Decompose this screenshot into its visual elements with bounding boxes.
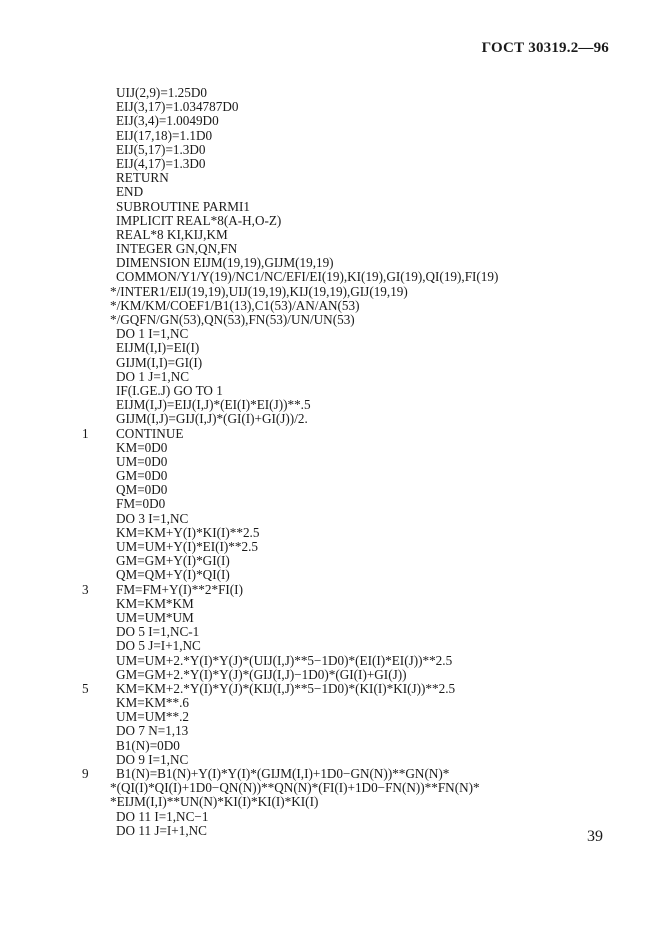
code-line (82, 455, 642, 469)
code-line (82, 370, 642, 384)
code-line (82, 200, 642, 214)
code-text: EIJ(3,17)=1.034787D0 (116, 99, 239, 115)
code-line (82, 100, 642, 114)
code-text: SUBROUTINE PARMI1 (116, 198, 250, 214)
code-text: KM=KM*KM (116, 595, 194, 611)
code-line (82, 497, 642, 511)
code-text: UM=0D0 (116, 453, 168, 469)
code-text: END (116, 184, 144, 200)
code-text: FM=0D0 (116, 496, 166, 512)
code-text: IMPLICIT REAL*8(A-H,O-Z) (116, 212, 282, 228)
code-line (82, 171, 642, 185)
code-line (82, 639, 642, 653)
code-text: DO 11 I=1,NC−1 (116, 808, 209, 824)
statement-label: 5 (82, 680, 89, 696)
code-text: GIJM(I,J)=GIJ(I,J)*(GI(I)+GI(J))/2. (116, 411, 308, 427)
code-text: *(QI(I)*QI(I)+1D0−QN(N))**QN(N)*(FI(I)+1D0−FN(N))**FN(N)* (110, 780, 480, 796)
code-line (82, 668, 642, 682)
code-line (82, 625, 642, 639)
code-line (82, 554, 642, 568)
code-line (82, 242, 642, 256)
code-line (82, 696, 642, 710)
code-line (82, 469, 642, 483)
code-text: RETURN (116, 170, 169, 186)
code-text: EIJ(17,18)=1.1D0 (116, 127, 213, 143)
code-text: KM=KM**.6 (116, 695, 190, 711)
code-line (82, 583, 642, 597)
code-text: KM=0D0 (116, 439, 168, 455)
code-line (82, 810, 642, 824)
code-text: */INTER1/EIJ(19,19),UIJ(19,19),KIJ(19,19),GIJ(19,19) (110, 283, 408, 299)
code-text: EIJ(3,4)=1.0049D0 (116, 113, 219, 129)
code-line (82, 824, 642, 838)
page-number: 39 (587, 828, 603, 845)
code-line (82, 526, 642, 540)
code-line (82, 611, 642, 625)
code-line (82, 597, 642, 611)
code-line (82, 285, 642, 299)
code-text: CONTINUE (116, 425, 184, 441)
code-text: EIJ(5,17)=1.3D0 (116, 141, 206, 157)
code-line (82, 412, 642, 426)
code-text: UIJ(2,9)=1.25D0 (116, 85, 207, 100)
code-text: UM=UM+Y(I)*EI(I)**2.5 (116, 539, 258, 554)
code-text: EIJM(I,I)=EI(I) (116, 340, 200, 356)
code-text: FM=FM+Y(I)**2*FI(I) (116, 581, 243, 597)
code-text: GM=GM+Y(I)*GI(I) (116, 553, 230, 569)
code-text: */GQFN/GN(53),QN(53),FN(53)/UN/UN(53) (110, 312, 355, 327)
code-line (82, 129, 642, 143)
code-line (82, 441, 642, 455)
code-text: DO 3 I=1,NC (116, 510, 189, 526)
document-header: ГОСТ 30319.2—96 (481, 40, 609, 56)
code-line (82, 270, 642, 284)
code-line (82, 185, 642, 199)
code-line (82, 682, 642, 696)
code-text: B1(N)=B1(N)+Y(I)*Y(I)*(GIJM(I,I)+1D0−GN(N))**GN(N)* (116, 766, 450, 781)
code-text: GM=GM+2.*Y(I)*Y(J)*(GIJ(I,J)−1D0)*(GI(I)+GI(J)) (116, 666, 407, 682)
statement-label: 1 (82, 425, 89, 441)
code-text: GIJM(I,I)=GI(I) (116, 354, 203, 370)
code-line (82, 398, 642, 412)
code-line (82, 299, 642, 313)
code-line (82, 143, 642, 157)
code-text: DO 7 N=1,13 (116, 723, 189, 739)
statement-label: 9 (82, 766, 89, 781)
code-text: KM=KM+2.*Y(I)*Y(J)*(KIJ(I,J)**5−1D0)*(KI(I)*KI(J))**2.5 (116, 680, 456, 696)
code-text: EIJ(4,17)=1.3D0 (116, 155, 206, 171)
code-line (82, 114, 642, 128)
code-text: EIJM(I,J)=EIJ(I,J)*(EI(I)*EI(J))**.5 (116, 397, 311, 413)
code-text: COMMON/Y1/Y(19)/NC1/NC/EFI/EI(19),KI(19),GI(19),QI(19),FI(19) (116, 269, 499, 285)
code-text: DIMENSION EIJM(19,19),GIJM(19,19) (116, 255, 334, 271)
code-line (82, 427, 642, 441)
code-line (82, 86, 642, 100)
code-line (82, 214, 642, 228)
code-text: DO 5 I=1,NC-1 (116, 624, 200, 640)
code-text: GM=0D0 (116, 468, 168, 484)
code-line (82, 483, 642, 497)
code-line (82, 739, 642, 753)
code-line (82, 327, 642, 341)
code-line (82, 710, 642, 724)
code-line (82, 540, 642, 554)
fortran-code-listing (82, 86, 642, 838)
code-text: DO 9 I=1,NC (116, 751, 189, 767)
code-line (82, 512, 642, 526)
code-text: KM=KM+Y(I)*KI(I)**2.5 (116, 524, 260, 540)
code-line (82, 781, 642, 795)
code-line (82, 568, 642, 582)
code-text: DO 1 I=1,NC (116, 326, 189, 342)
code-text: UM=UM*UM (116, 609, 194, 625)
code-text: UM=UM+2.*Y(I)*Y(J)*(UIJ(I,J)**5−1D0)*(EI(I)*EI(J))**2.5 (116, 652, 453, 668)
code-line (82, 313, 642, 327)
code-line (82, 228, 642, 242)
code-line (82, 384, 642, 398)
code-text: IF(I.GE.J) GO TO 1 (116, 382, 223, 398)
code-text: *EIJM(I,I)**UN(N)*KI(I)*KI(I)*KI(I) (110, 794, 319, 810)
code-text: QM=0D0 (116, 482, 168, 498)
code-text: DO 11 J=I+1,NC (116, 822, 207, 838)
code-line (82, 753, 642, 767)
code-line (82, 341, 642, 355)
code-text: QM=QM+Y(I)*QI(I) (116, 567, 230, 583)
code-text: REAL*8 KI,KIJ,KM (116, 226, 228, 242)
code-line (82, 795, 642, 809)
code-line (82, 256, 642, 270)
code-line (82, 356, 642, 370)
code-line (82, 654, 642, 668)
code-text: */KM/KM/COEF1/B1(13),C1(53)/AN/AN(53) (110, 297, 360, 313)
code-line (82, 157, 642, 171)
code-line (82, 724, 642, 738)
code-text: INTEGER GN,QN,FN (116, 241, 238, 257)
code-line (82, 767, 642, 781)
statement-label: 3 (82, 581, 89, 597)
code-text: DO 5 J=I+1,NC (116, 638, 201, 654)
code-text: DO 1 J=1,NC (116, 368, 190, 384)
code-text: B1(N)=0D0 (116, 737, 180, 753)
code-text: UM=UM**.2 (116, 709, 190, 725)
